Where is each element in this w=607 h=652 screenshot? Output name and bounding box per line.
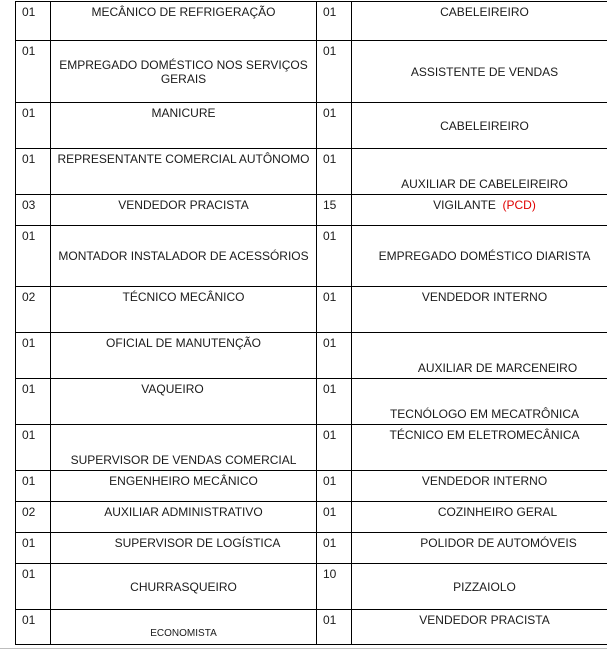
table-row (16, 425, 607, 471)
job-title-cell: EMPREGADO DOMÉSTICO DIARISTA (352, 226, 607, 287)
quantity-cell: 03 (16, 195, 51, 226)
job-title-cell: MONTADOR INSTALADOR DE ACESSÓRIOS (51, 226, 317, 287)
quantity-cell: 01 (16, 2, 51, 41)
quantity-cell: 01 (16, 41, 51, 103)
table-row (16, 149, 607, 195)
job-title-text: VIGILANTE (433, 198, 496, 212)
job-title-cell: REPRESENTANTE COMERCIAL AUTÔNOMO (51, 149, 317, 195)
job-title-cell: AUXILIAR DE CABELEIREIRO (352, 149, 607, 195)
quantity-cell: 01 (16, 471, 51, 502)
table-row (16, 610, 607, 645)
table-row (16, 533, 607, 564)
quantity-cell: 01 (317, 333, 352, 379)
quantity-cell: 01 (317, 379, 352, 425)
table-row (16, 287, 607, 333)
quantity-cell: 02 (16, 287, 51, 333)
job-title-cell: VENDEDOR PRACISTA (51, 195, 317, 226)
job-title-cell: SUPERVISOR DE LOGÍSTICA (51, 533, 317, 564)
table-row (16, 502, 607, 533)
table-row (16, 41, 607, 103)
quantity-cell: 01 (16, 149, 51, 195)
job-vacancies-table (15, 1, 607, 645)
table-row (16, 2, 607, 41)
job-title-cell: OFICIAL DE MANUTENÇÃO (51, 333, 317, 379)
job-title-cell: TÉCNICO EM ELETROMECÂNICA (352, 425, 607, 471)
page-bottom-divider (0, 648, 607, 649)
table-row (16, 103, 607, 149)
job-title-cell: ENGENHEIRO MECÂNICO (51, 471, 317, 502)
quantity-cell: 01 (16, 564, 51, 610)
quantity-cell: 01 (317, 425, 352, 471)
job-title-cell: CABELEIREIRO (352, 2, 607, 41)
job-title-cell: VENDEDOR INTERNO (352, 471, 607, 502)
job-title-cell: SUPERVISOR DE VENDAS COMERCIAL (51, 425, 317, 471)
table-row (16, 333, 607, 379)
quantity-cell: 01 (317, 471, 352, 502)
quantity-cell: 01 (317, 226, 352, 287)
pcd-badge: (PCD) (502, 198, 536, 212)
quantity-cell: 01 (16, 379, 51, 425)
job-title-cell: VAQUEIRO (51, 379, 317, 425)
job-title-cell: MANICURE (51, 103, 317, 149)
table-row (16, 564, 607, 610)
table-row (16, 471, 607, 502)
quantity-cell: 01 (317, 287, 352, 333)
job-title-cell: VENDEDOR INTERNO (352, 287, 607, 333)
job-title-cell: POLIDOR DE AUTOMÓVEIS (352, 533, 607, 564)
job-title-cell: MECÂNICO DE REFRIGERAÇÃO (51, 2, 317, 41)
quantity-cell: 01 (16, 103, 51, 149)
job-title-cell: ASSISTENTE DE VENDAS (352, 41, 607, 103)
quantity-cell: 01 (317, 103, 352, 149)
job-title-cell: TÉCNICO MECÂNICO (51, 287, 317, 333)
quantity-cell: 01 (16, 425, 51, 471)
job-title-cell: AUXILIAR ADMINISTRATIVO (51, 502, 317, 533)
job-title-cell: ECONOMISTA (51, 610, 317, 645)
quantity-cell: 15 (317, 195, 352, 226)
job-title-cell: EMPREGADO DOMÉSTICO NOS SERVIÇOS GERAIS (51, 41, 317, 103)
quantity-cell: 01 (317, 533, 352, 564)
job-title-cell: TECNÓLOGO EM MECATRÔNICA (352, 379, 607, 425)
quantity-cell: 01 (16, 533, 51, 564)
quantity-cell: 01 (16, 226, 51, 287)
quantity-cell: 02 (16, 502, 51, 533)
quantity-cell: 01 (317, 149, 352, 195)
job-title-cell (352, 195, 607, 226)
quantity-cell: 01 (16, 610, 51, 645)
job-title-cell: COZINHEIRO GERAL (352, 502, 607, 533)
table-row (16, 379, 607, 425)
quantity-cell: 01 (16, 333, 51, 379)
job-title-cell: PIZZAIOLO (352, 564, 607, 610)
job-title-cell: AUXILIAR DE MARCENEIRO (352, 333, 607, 379)
job-title-cell: VENDEDOR PRACISTA (352, 610, 607, 645)
quantity-cell: 01 (317, 41, 352, 103)
job-title-cell: CHURRASQUEIRO (51, 564, 317, 610)
job-title-cell: CABELEIREIRO (352, 103, 607, 149)
quantity-cell: 01 (317, 502, 352, 533)
quantity-cell: 01 (317, 610, 352, 645)
quantity-cell: 10 (317, 564, 352, 610)
table-row (16, 226, 607, 287)
quantity-cell: 01 (317, 2, 352, 41)
table-row (16, 195, 607, 226)
